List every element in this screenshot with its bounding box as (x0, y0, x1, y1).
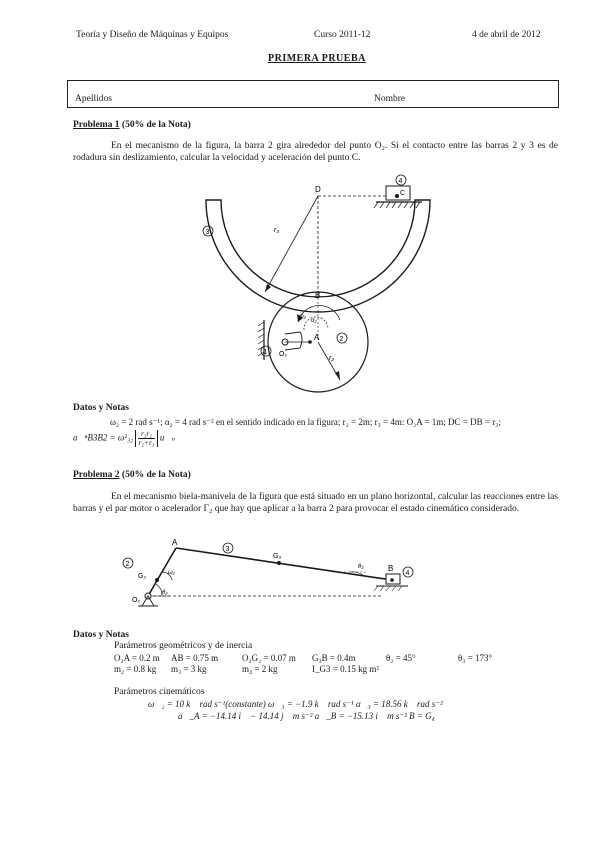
slider-c (386, 186, 410, 200)
pin-b (390, 578, 394, 582)
geom-m4: m₄ = 2 kg (242, 664, 278, 674)
num-1: 1 (263, 349, 268, 356)
problem1-weight: (50% de la Nota) (121, 120, 191, 130)
label-b: B (315, 291, 321, 300)
problem2-data-title: Datos y Notas (73, 630, 129, 640)
p2-num-3: 3 (225, 546, 230, 553)
geom-theta3: θ₃ = 173° (458, 653, 493, 663)
pin-c (395, 194, 399, 198)
label-g3: G₃ (273, 553, 282, 560)
radius-r3-arrow (265, 284, 271, 292)
label-o2: O₂ (279, 351, 288, 358)
label-b-p2: B (388, 564, 394, 573)
ground-slider-hatch (374, 202, 420, 208)
formula-lhs: a⃗ⁿB3B2 = ω²₃₂ (73, 432, 134, 443)
problem1-statement: En el mecanismo de la figura, la barra 2 gira alrededor del punto O₂. Si el contacto entre las barras 2 y 3 es de rodadura sin deslizamiento, calcular la velocidad y aceleración del punto C. (73, 141, 558, 163)
geom-o2a: O₂A = 0.2 m (114, 653, 160, 663)
student-info-box (67, 80, 559, 108)
problem2-title: Problema 2 (73, 470, 120, 480)
label-r3: r₃ (274, 227, 280, 234)
geom-o2g2: O₂G₂ = 0.07 m (242, 653, 296, 663)
surname-label: Apellidos (75, 94, 112, 104)
kin-params-title: Parámetros cinemáticos (114, 687, 205, 697)
num-3: 3 (205, 229, 210, 236)
num-4: 4 (398, 178, 403, 185)
kin-row2: a⃗_A = −14.14 i⃗ − 14.14 j⃗ m s⁻² a⃗_B = −15.13 i⃗ m s⁻² B = G₄ (178, 711, 435, 721)
geom-m2: m₂ = 0.8 kg (114, 664, 157, 674)
point-g3 (277, 561, 281, 565)
geom-params-title: Parámetros geométricos y de inercia (114, 641, 253, 651)
formula-rhs: u⃗ₙ (159, 432, 175, 443)
problem1-data-title: Datos y Notas (73, 403, 129, 413)
label-omega2: ω₂ (299, 314, 306, 320)
formula-numerator: r₃r₂ (138, 430, 154, 439)
geom-ab: AB = 0.75 m (171, 653, 219, 663)
formula-denominator: r₂+r₃ (138, 438, 155, 447)
geom-theta2: θ₂ = 45° (386, 653, 416, 663)
problem1-title: Problema 1 (73, 120, 120, 130)
ground-b-hatch (374, 586, 402, 591)
p2-num-4: 4 (405, 570, 410, 577)
label-alpha2: α₂ (311, 318, 317, 324)
label-c: C (400, 190, 406, 197)
problem2-heading (73, 470, 191, 480)
problem1-figure (190, 170, 430, 400)
geom-ig3: I_G3 = 0.15 kg m² (312, 664, 380, 674)
exam-date: 4 de abril de 2012 (472, 30, 541, 40)
problem2-statement: En el mecanismo biela-manivela de la figura que está situado en un plano horizontal, calcular las reacciones entre las barras y el par motor o acelerador Γ₂ que hay que aplicar a la barra 2 para provocar el estado cinemático considerado. (73, 492, 558, 514)
label-a-p2: A (172, 538, 178, 547)
formula-fraction (135, 430, 157, 447)
course-name: Teoría y Diseño de Máquinas y Equipos (76, 30, 229, 40)
academic-year: Curso 2011-12 (314, 30, 371, 40)
label-d: D (315, 185, 321, 194)
point-g2 (155, 578, 159, 582)
label-a: A (314, 333, 320, 342)
label-theta2: θ₂ (162, 590, 168, 596)
label-omega2-p2: ω₂ (168, 570, 175, 576)
num-2: 2 (339, 336, 344, 343)
label-r2: r₂ (329, 355, 335, 362)
problem2-figure (110, 536, 410, 616)
label-theta3: θ₃ (358, 564, 364, 570)
problem1-data-line1: ω₂ = 2 rad s⁻¹; α₂ = 4 rad s⁻² en el sentido indicado en la figura; r₂ = 2m; r₃ = 4m: O₂A = 1m; DC = DB = r₃; (110, 417, 501, 427)
exam-title: PRIMERA PRUEBA (268, 53, 366, 64)
problem1-data-line2 (73, 430, 175, 447)
kin-row1: ω⃗₂ = 10 k⃗ rad s⁻¹(constante) ω⃗₃ = −1.9 k⃗ rad s⁻¹ α⃗₃ = 18.56 k⃗ rad s⁻² (148, 699, 443, 709)
point-a (308, 340, 312, 344)
p2-num-2: 2 (125, 561, 130, 568)
name-label: Nombre (374, 94, 406, 104)
problem2-weight: (50% de la Nota) (121, 470, 191, 480)
geom-m3: m₃ = 3 kg (171, 664, 207, 674)
label-o2-p2: O₂ (132, 597, 141, 604)
radius-r3-line (265, 196, 318, 292)
geom-g3b: G₃B = 0.4m (312, 653, 356, 663)
problem1-heading (73, 120, 191, 130)
label-g2: G₂ (138, 573, 147, 580)
